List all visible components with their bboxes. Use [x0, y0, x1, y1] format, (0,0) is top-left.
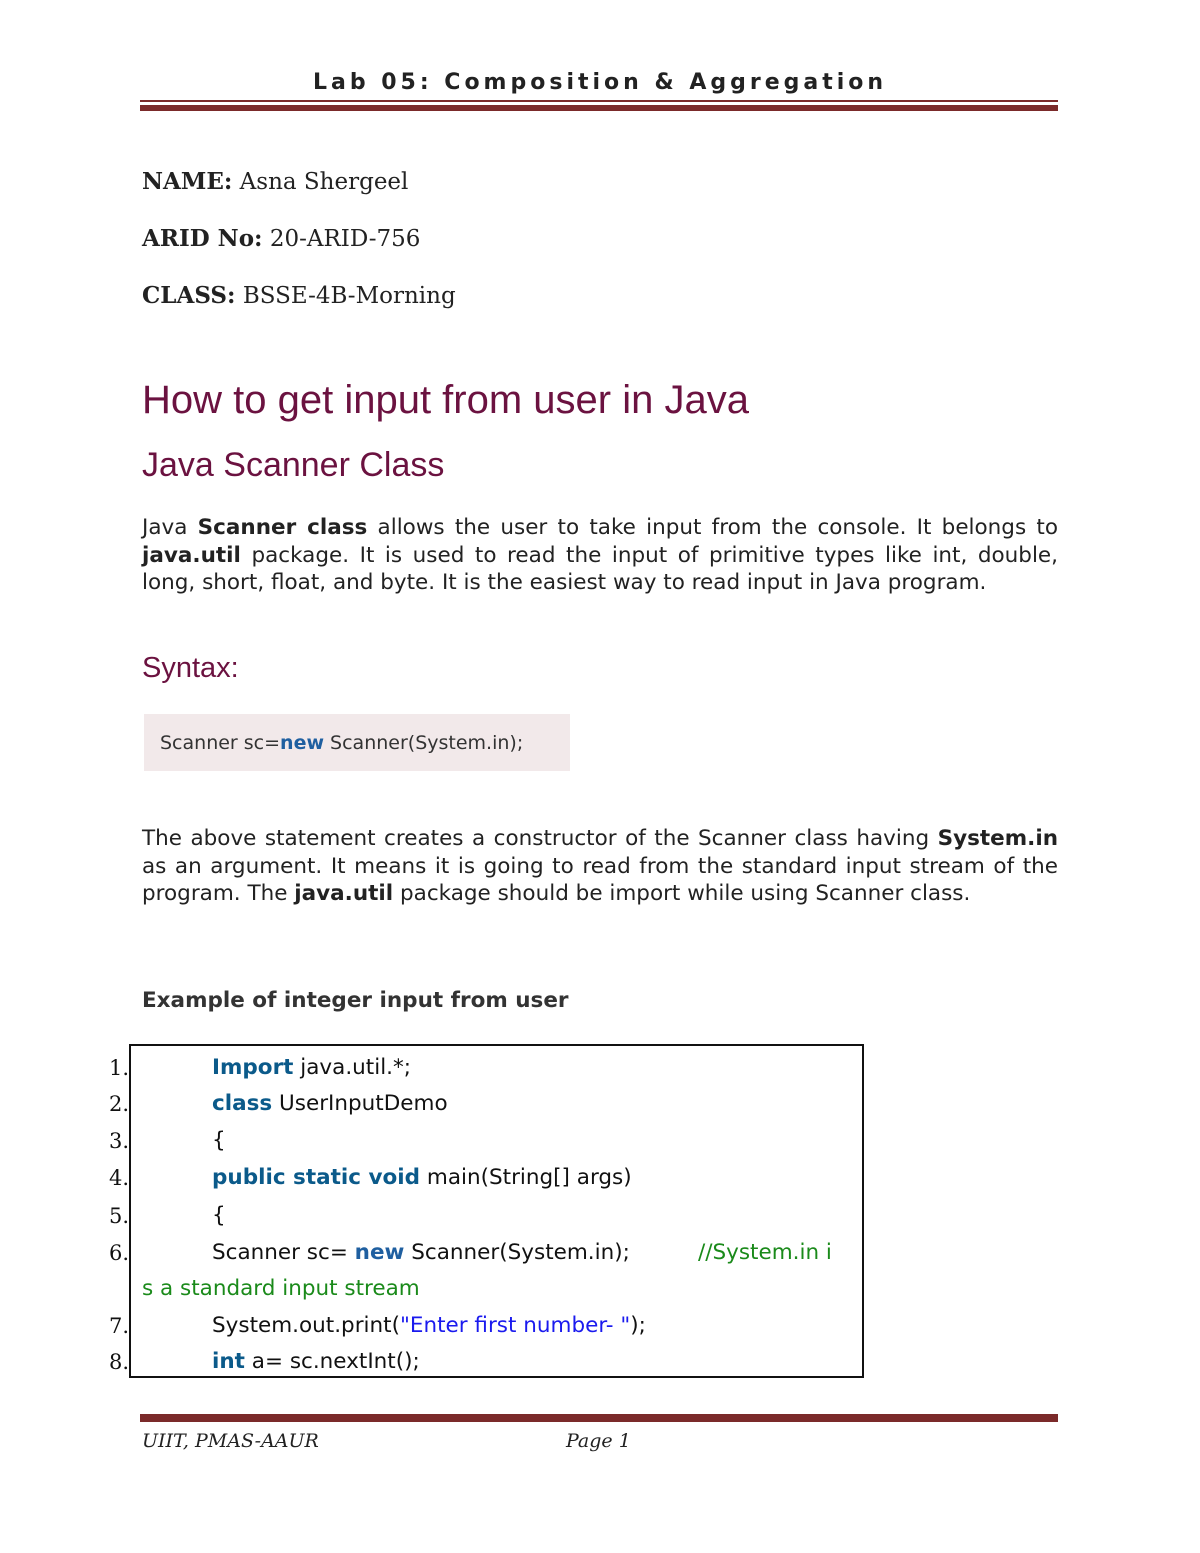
line-number: 8. — [108, 1350, 129, 1374]
code-line-7: System.out.print("Enter first number- "); — [212, 1313, 646, 1338]
arid-value: 20-ARID-756 — [262, 226, 421, 252]
syntax-code-box: Scanner sc=new Scanner(System.in); — [144, 714, 570, 771]
main-heading: How to get input from user in Java — [142, 378, 749, 422]
sub-heading: Java Scanner Class — [142, 446, 445, 484]
code-line-6: Scanner sc= new Scanner(System.in); — [212, 1240, 630, 1265]
footer-rule — [140, 1414, 1058, 1422]
example-title: Example of integer input from user — [142, 988, 569, 1013]
student-arid — [142, 225, 420, 252]
code-line-5: { — [212, 1203, 226, 1228]
name-label: NAME: — [142, 168, 233, 195]
arid-label: ARID No: — [142, 225, 263, 252]
code-line-2: class UserInputDemo — [212, 1091, 448, 1116]
intro-paragraph: Java Scanner class allows the user to take input from the console. It belongs to java.util package. It is used to read the input of primitive types like int, double, long, short, float, and byte. It is the easiest way to read input in Java program. — [142, 515, 1058, 595]
line-number: 4. — [108, 1166, 129, 1190]
header-title: Lab 05: Composition & Aggregation — [312, 70, 888, 95]
code-comment-wrap: s a standard input stream — [142, 1276, 420, 1301]
code-line-1: Import java.util.*; — [212, 1055, 411, 1080]
name-value: Asna Shergeel — [232, 169, 409, 195]
header-rule-thick — [140, 105, 1058, 111]
line-number: 7. — [108, 1314, 129, 1338]
code-line-4: public static void main(String[] args) — [212, 1165, 632, 1190]
line-number: 5. — [108, 1204, 129, 1228]
code-line-3: { — [212, 1128, 226, 1153]
student-name — [142, 168, 408, 195]
line-number: 3. — [108, 1129, 129, 1153]
page-number: Page 1 — [566, 1430, 631, 1452]
syntax-heading: Syntax: — [142, 652, 239, 684]
explain-paragraph: The above statement creates a constructor of the Scanner class having System.in as an argument. It means it is going to read from the standard input stream of the program. The java.util package should be import while using Scanner class. — [142, 826, 1058, 906]
class-value: BSSE-4B-Morning — [235, 283, 456, 309]
footer-institution: UIIT, PMAS-AAUR — [142, 1430, 319, 1452]
header-rule-thin — [140, 100, 1058, 102]
line-number: 1. — [108, 1056, 129, 1080]
line-number: 6. — [108, 1241, 129, 1265]
student-class — [142, 282, 456, 309]
code-comment: //System.in i — [698, 1240, 832, 1265]
line-number: 2. — [108, 1092, 129, 1116]
class-label: CLASS: — [142, 282, 236, 309]
code-line-8: int a= sc.nextInt(); — [212, 1349, 420, 1374]
